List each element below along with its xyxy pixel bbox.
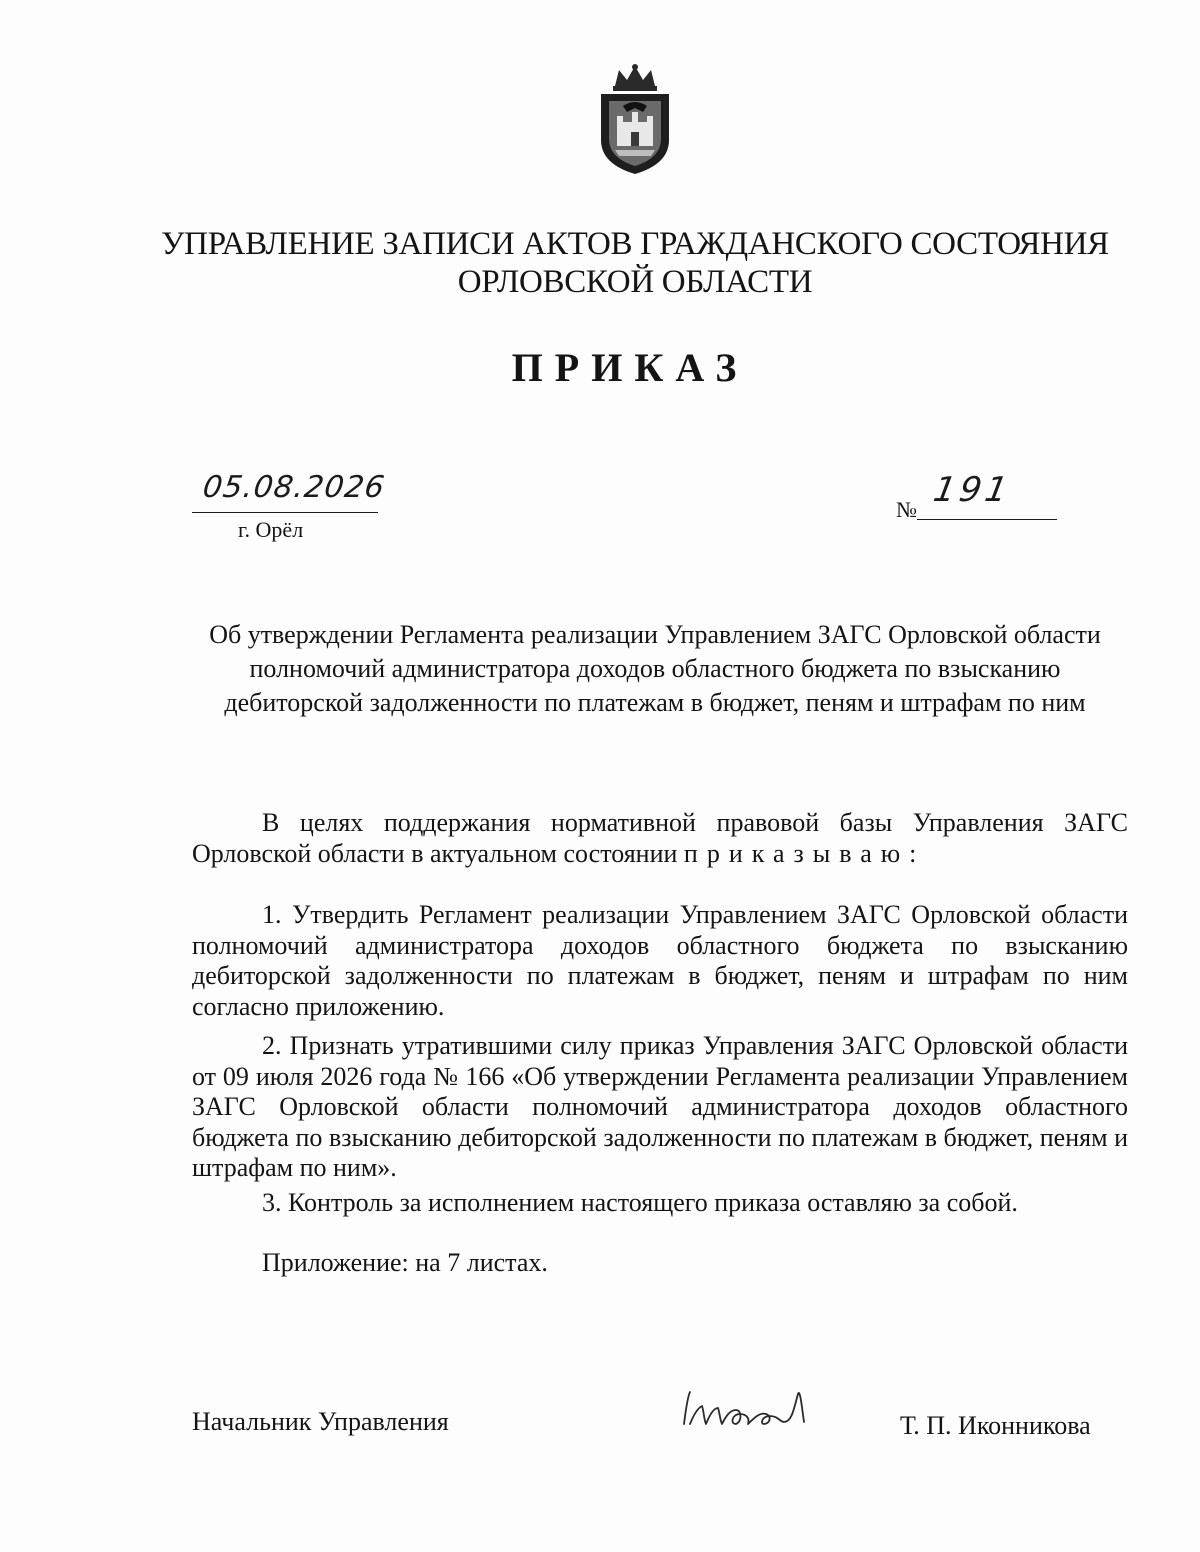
signatory-name: Т. П. Иконникова bbox=[900, 1411, 1091, 1440]
order-word: приказываю: bbox=[683, 838, 926, 868]
organization-name-line2: ОРЛОВСКОЙ ОБЛАСТИ bbox=[457, 264, 813, 300]
order-item-1: 1. Утвердить Регламент реализации Управлением ЗАГС Орловской области полномочий администратора доходов областного бюджета по взысканию дебиторской задолженности по платежам в бюджет, пеням и штрафам по ним согласно приложению. bbox=[192, 900, 1128, 1021]
document-date: 05.08.2026 bbox=[200, 470, 388, 505]
signatory-position: Начальник Управления bbox=[192, 1407, 449, 1436]
order-item-2: 2. Признать утратившими силу приказ Управления ЗАГС Орловской области от 09 июля 2026 года № 166 «Об утверждении Регламента реализации Управлением ЗАГС Орловской области полномочий администратора доходов областного бюджета по взысканию дебиторской задолженности по платежам в бюджет, пеням и штрафам по ним». bbox=[192, 1031, 1128, 1182]
handwritten-signature bbox=[676, 1378, 846, 1438]
date-underline bbox=[192, 512, 378, 513]
order-item-3: 3. Контроль за исполнением настоящего приказа оставляю за собой. bbox=[262, 1188, 1018, 1217]
document-city: г. Орёл bbox=[238, 517, 304, 542]
annex-note: Приложение: на 7 листах. bbox=[262, 1248, 548, 1277]
number-label: № bbox=[896, 497, 917, 522]
document-number: 191 bbox=[930, 470, 1015, 510]
coat-of-arms-icon bbox=[591, 62, 679, 176]
number-underline bbox=[917, 519, 1057, 520]
document-subject: Об утверждении Регламента реализации Управлением ЗАГС Орловской области полномочий администратора доходов областного бюджета по взысканию дебиторской задолженности по платежам в бюджет, пеням и штрафам по ним bbox=[209, 620, 1101, 717]
intro-text: В целях поддержания нормативной правовой базы Управления ЗАГС Орловской области в актуальном состоянии bbox=[192, 808, 1128, 868]
organization-name-line1: УПРАВЛЕНИЕ ЗАПИСИ АКТОВ ГРАЖДАНСКОГО СОСТОЯНИЯ bbox=[161, 226, 1109, 262]
document-title: ПРИКАЗ bbox=[511, 345, 749, 390]
intro-paragraph bbox=[192, 808, 1128, 869]
